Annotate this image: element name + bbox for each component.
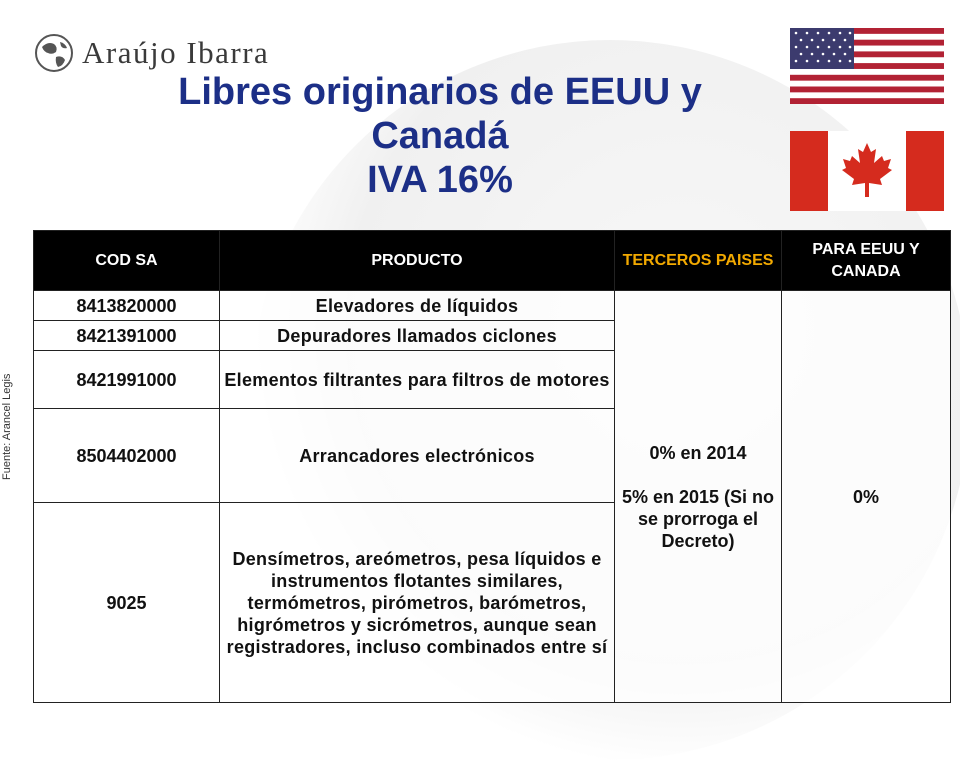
- source-note: Fuente: Arancel Legis: [1, 373, 13, 480]
- title-line-1: Libres originarios de EEUU y: [178, 71, 702, 113]
- terceros-2014: 0% en 2014: [649, 442, 747, 463]
- title-line-3: IVA 16%: [367, 159, 513, 201]
- row-code: 8413820000: [34, 291, 220, 321]
- brand-name: Araújo Ibarra: [82, 35, 270, 70]
- tariff-table: [33, 230, 951, 703]
- terceros-2015: 5% en 2015 (Si no se prorroga el Decreto): [621, 486, 775, 551]
- header-terceros-paises: TERCEROS PAISES: [615, 231, 782, 291]
- terceros-paises-cell: [615, 291, 782, 703]
- us-flag-icon: [790, 28, 944, 104]
- canada-flag-icon: [790, 131, 944, 211]
- row-code: 8421991000: [34, 351, 220, 409]
- row-product: Elementos filtrantes para filtros de motores: [220, 351, 615, 409]
- row-product: Elevadores de líquidos: [220, 291, 615, 321]
- row-code: 9025: [34, 503, 220, 703]
- row-code: 8421391000: [34, 321, 220, 351]
- header-producto: PRODUCTO: [220, 231, 615, 291]
- header-cod-sa: COD SA: [34, 231, 220, 291]
- table-row: [34, 291, 951, 321]
- table-header-row: [34, 231, 951, 291]
- header-eeuu-canada: PARA EEUU Y CANADA: [782, 231, 951, 291]
- row-product: Arrancadores electrónicos: [220, 409, 615, 503]
- eeuu-canada-cell: 0%: [782, 291, 951, 703]
- row-code: 8504402000: [34, 409, 220, 503]
- page-title: [80, 70, 800, 202]
- globe-logo-icon: [34, 33, 74, 73]
- title-line-2: Canadá: [371, 115, 509, 157]
- row-product: Depuradores llamados ciclones: [220, 321, 615, 351]
- row-product: Densímetros, areómetros, pesa líquidos e instrumentos flotantes similares, termómetros, pirómetros, barómetros, higrómetros y sicrómetros, aunque sean registradores, incluso combinados entre sí: [220, 503, 615, 703]
